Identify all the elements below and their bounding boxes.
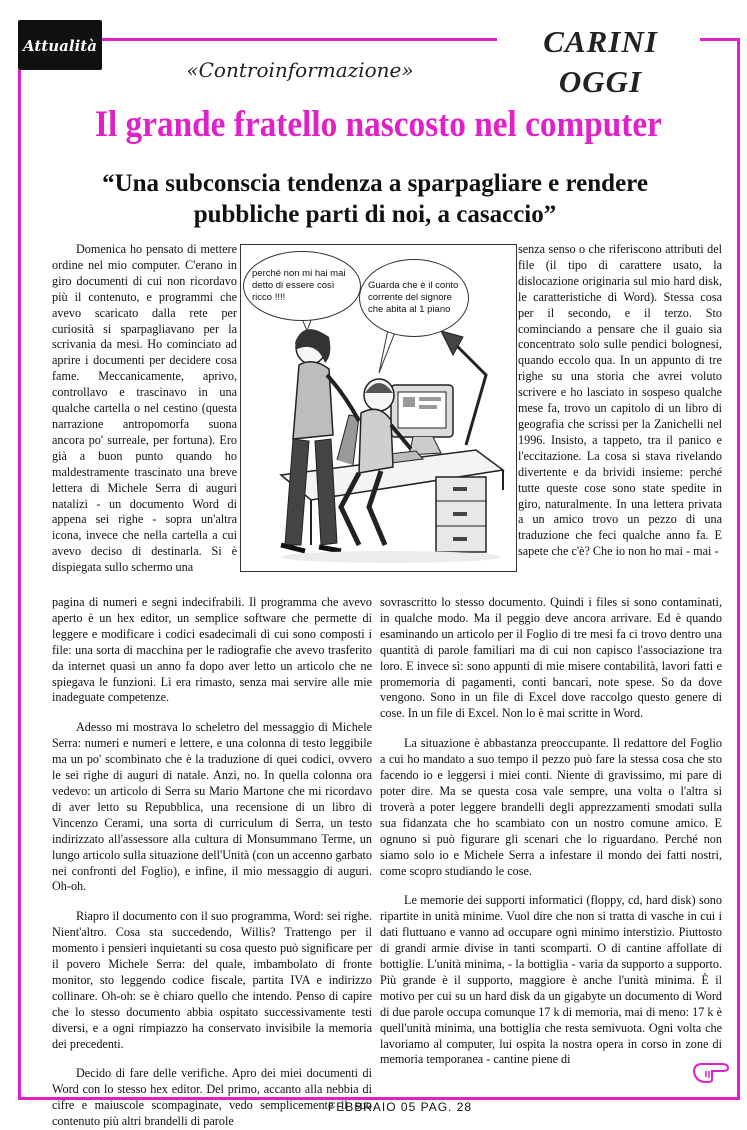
paragraph: pagina di numeri e segni indecifrabili. Il programma che avevo aperto è un hex editor, un semplice software che permette di leggere e modificare i codici esadecimali di cui sono composti i file: una sorta di macchina per le radiografie che avevo trasferito da internet quasi un anno fa dopo aver letto un articolo che ne spiegava le funzioni. Lì era rimasto, senza mai servire alle mie inadeguate competenze. (52, 595, 372, 705)
left-rule (18, 70, 21, 1100)
rubric: «Controinformazione» (186, 58, 414, 82)
section-tag: Attualità (18, 20, 102, 70)
speech-bubble-man: Guarda che è il conto corrente del signore che abita al 1 piano (359, 259, 469, 337)
right-rule (737, 38, 740, 1100)
paragraph: La situazione è abbastanza preoccupante. Il redattore del Foglio a cui ho mandato a suo tempo il pezzo può fare la stessa cosa che sto facendo io e leggersi i miei conti. Niente di gravissimo, mi pare di poter dire. Ma se questa cosa vale sempre, una volta o l'altra si troverà a poter leggere brandelli degli apprezzamenti smodati sulla sua fidanzata che ho scambiato con un nostro comune amico. E ognuno si può figurare gli scenari che lo riguardano. Perché non siamo solo io e Michele Serra a infestare il mondo dei fatti nostri, come scopro studiando le cose. (380, 736, 722, 878)
paragraph: Riapro il documento con il suo programma, Word: sei righe. Nient'altro. Cosa sta succedendo, Willis? Trattengo per il momento i pensieri inquietanti su cosa questo può significare per il povero Michele Serra: del quale, imbambolato di fronte monitor, sto leggendo codice fiscale, partita IVA e indirizzo collinare. Oh-oh: se è chiaro quello che intendo. Penso di capire che lo stesso documento abbia ospitato successivamente testi diversi, e a ogni rimpiazzo ha conservato invisibile la memoria dei precedenti. (52, 909, 372, 1051)
column-left (52, 242, 237, 576)
top-rule-right (700, 38, 740, 41)
speech-bubble-woman: perché non mi hai mai detto di essere così ricco !!!! (243, 251, 361, 321)
top-rule (102, 38, 497, 41)
column-lower-right (380, 595, 722, 1068)
page-footer: FEBBRAIO 05 PAG. 28 (327, 1100, 473, 1114)
column-lower-left (52, 595, 372, 1130)
pointing-hand-icon (692, 1058, 732, 1084)
paragraph: Domenica ho pensato di mettere ordine nel mio computer. C'erano in giro documenti di cui non ricordavo più il contenuto, e programmi che avevo scaricato dalla rete per curiosità si sparpagliavano per la scrivania da mesi. Ho cominciato ad aprire i documenti per decidere cosa fame. Meccanicamente, aprivo, controllavo e trascinavo in una qualche cartella o nel cestino (questa narrazione antropomorfa suona ancora po' surreale, per fortuna). Ero già a buon punto quando ho maldestramente trascinato una breve lettera di Michele Serra di auguri natalizi - un documento Word di appena sei righe - sopra un'altra icona, invece che nella cartella a cui avevo deciso di destinarla. Si è dispiegata sullo schermo una (52, 242, 237, 575)
cartoon-illustration (240, 244, 517, 572)
paragraph: Le memorie dei supporti informatici (floppy, cd, hard disk) sono ripartite in unità minime. Vuol dire che non si tratta di vasche in cui i dati fluttuano e vanno ad occupare ogni minimo interstizio. Piuttosto di grandi armie divise in tanti scomparti. O di cantine affollate di bottiglie. L'unità minima, - la bottiglia - varia da supporto a supporto. Più grande è il supporto, maggiore è anche l'unità minima. È il motivo per cui su un hard disk da un gigabyte un documento di Word di due parole occupa comunque 17 k di memoria, mai di meno: 17 k è quell'unità minima, una bottiglia che resta semivuota. Ogni volta che lavoriamo al computer, lui ospita la nostra opera in corso in zone di memoria temporanea - cantine piene di (380, 893, 722, 1067)
headline: Il grande fratello nascosto nel computer (95, 104, 662, 145)
column-right (518, 242, 722, 560)
paragraph: senza senso o che riferiscono attributi del file (il tipo di carattere usato, la dislocazione originaria sul mio hard disk, le caratteristiche di Word). Stessa cosa per il secondo, e il terzo. Sto cominciando a pensare che il guaio sia concentrato solo sulle pendici bolognesi, quando eccolo qua. In un appunto di tre righe su una storia che avrei voluto scrivere e ho lasciato in sospeso qualche mese fa, trovo un capitolo di un libro di geografia che scrissi per la Zanichelli nel 1996. Insisto, a tappeto, tra il panico e l'eccitazione. La cosa si stava rivelando divertente e da brividi insieme: perché tutte queste cose sono state spedite in giro, naturalmente. In una lettera privata a un amico trovo un pezzo di una traduzione che feci qualche anno fa. E sapete che c'è? Che io non ho mai - mai - (518, 242, 722, 559)
paragraph: Decido di fare delle verifiche. Apro dei miei documenti di Word con lo stesso hex editor. Del primo, accanto alla nebbia di cifre e maiuscole scompaginate, vedo semplicemente il suo contenuto più altri brandelli di parole (52, 1066, 372, 1129)
subheadline: “Una subconscia tendenza a sparpagliare e rendere pubbliche parti di noi, a casaccio” (102, 170, 648, 228)
paragraph: Adesso mi mostrava lo scheletro del messaggio di Michele Serra: numeri e numeri e lettere, e una colonna di testo leggibile ma un po' scombinato che è la traduzione di quei codici, ovvero le sei righe di auguri di natale. Anzi, no. In quella colonna ora vedevo: un articolo di Serra su Mario Martone che mi ricordavo di aver letto su Repubblica, una recensione di un libro di Vincenzo Cerami, una sorta di curriculum di Serra, un testo indirizzato all'assessore alla cultura di Monsummano Terme, un lungo articolo sulla situazione dell'Unità (con un accenno garbato nei confronti del Foglio), e infine, il mio messaggio di auguri. Oh-oh. (52, 720, 372, 894)
paragraph: sovrascritto lo stesso documento. Quindi i files si sono contaminati, in qualche modo. Ma il peggio deve ancora arrivare. Ed è quando esaminando un articolo per il Foglio di tre mesi fa ci trovo dentro una quantità di parole familiari ma di cui non capisco l'associazione tra loro. E invece sì: sono appunti di mie misere contabilità, lavori fatti e promemoria di pagamenti, conti bancari, note spese. So da dove vengono. Sono in un file di Excel dove raccolgo questo genere di cose. In un file di Excel. Non lo è mai scritte in Word. (380, 595, 722, 721)
masthead: CARINI OGGI (543, 24, 658, 99)
